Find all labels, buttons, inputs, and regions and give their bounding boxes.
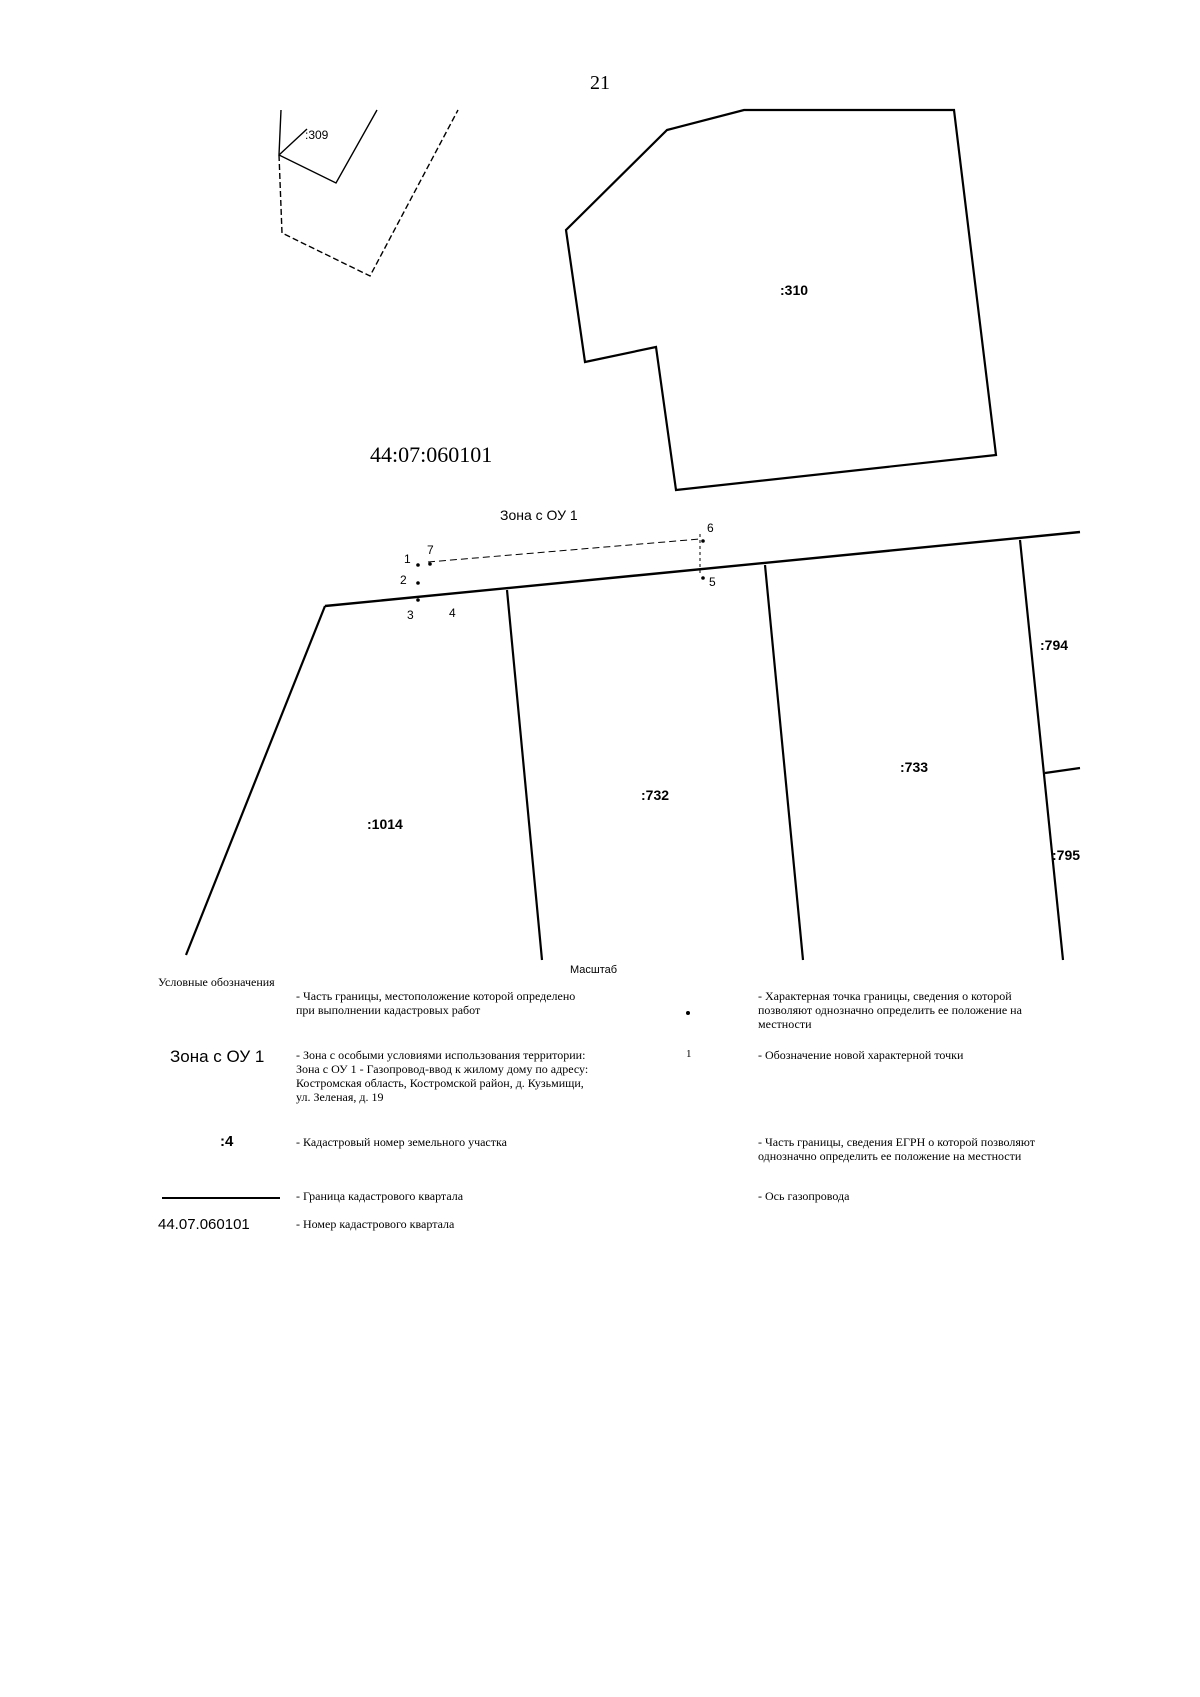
zone-label: Зона с ОУ 1 bbox=[500, 507, 578, 523]
quarter-number-symbol: 44.07.060101 bbox=[158, 1216, 250, 1233]
parcel-1014-boundary bbox=[186, 606, 325, 955]
point-label-4: 4 bbox=[449, 606, 456, 620]
parcel-310-boundary bbox=[566, 110, 996, 490]
page-number: 21 bbox=[590, 72, 610, 94]
point-label-2: 2 bbox=[400, 573, 407, 587]
parcel-794-label: :794 bbox=[1040, 637, 1069, 653]
point-label-7: 7 bbox=[427, 543, 434, 557]
zone-symbol: Зона с ОУ 1 bbox=[170, 1047, 265, 1066]
parcel-309-label: :309 bbox=[305, 128, 329, 142]
parcel-733-label: :733 bbox=[900, 759, 929, 775]
scale-label: Масштаб bbox=[570, 964, 618, 976]
new-point-symbol: 1 bbox=[686, 1048, 692, 1060]
legend-egrn-boundary: - Часть границы, сведения ЕГРН о которой позволяют однозначно определить ее положение на местности bbox=[758, 1135, 1035, 1163]
legend-char-point: - Характерная точка границы, сведения о которой позволяют однозначно определить ее положение на местности bbox=[758, 989, 1022, 1031]
point-label-5: 5 bbox=[709, 575, 716, 589]
legend-gas-axis: - Ось газопровода bbox=[758, 1189, 850, 1203]
quarter-boundary-line bbox=[325, 532, 1080, 606]
legend-parcel-desc: - Кадастровый номер земельного участка bbox=[296, 1135, 507, 1149]
quarter-boundary-symbol bbox=[162, 1197, 280, 1199]
legend-title: Условные обозначения bbox=[158, 975, 275, 989]
parcel-number-symbol: :4 bbox=[220, 1133, 234, 1150]
legend-quarter-boundary: - Граница кадастрового квартала bbox=[296, 1189, 464, 1203]
quarter-number: 44:07:060101 bbox=[370, 442, 493, 467]
parcel-1014-label: :1014 bbox=[367, 816, 403, 832]
parcel-795-label: :795 bbox=[1052, 847, 1081, 863]
point-label-1: 1 bbox=[404, 552, 411, 566]
char-point-symbol bbox=[686, 1011, 690, 1015]
point-label-3: 3 bbox=[407, 608, 414, 622]
legend-boundary-determined: - Часть границы, местоположение которой определено при выполнении кадастровых работ bbox=[296, 989, 576, 1017]
parcel-732-label: :732 bbox=[641, 787, 670, 803]
parcel-divider-1 bbox=[507, 590, 542, 960]
point-label-6: 6 bbox=[707, 521, 714, 535]
parcel-divider-4 bbox=[1045, 768, 1080, 773]
gas-pipeline-axis bbox=[428, 539, 700, 562]
legend-quarter-number: - Номер кадастрового квартала bbox=[296, 1217, 455, 1231]
parcel-310-label: :310 bbox=[780, 282, 809, 298]
parcel-divider-2 bbox=[765, 565, 803, 960]
parcel-divider-3 bbox=[1020, 540, 1063, 960]
legend-new-point: - Обозначение новой характерной точки bbox=[758, 1048, 964, 1062]
legend-zone-desc: - Зона с особыми условиями использования территории: Зона с ОУ 1 - Газопровод-ввод к жилому дому по адресу: Костромская область, Костромской район, д. Кузьмищи, ул. Зеленая, д. 19 bbox=[296, 1048, 589, 1104]
